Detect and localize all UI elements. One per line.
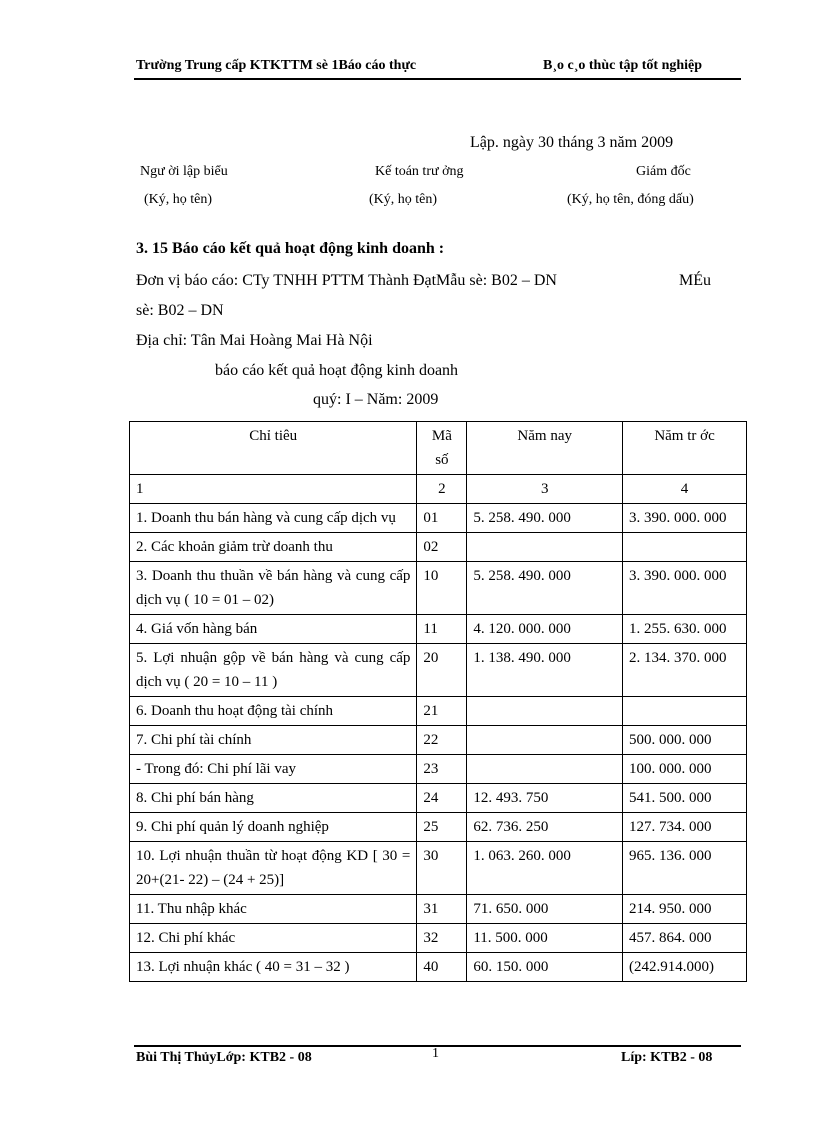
row-current-year: 11. 500. 000 [467, 924, 623, 953]
table-row [130, 562, 747, 615]
row-indicator: 4. Giá vốn hàng bán [130, 615, 417, 644]
unit-line: Đơn vị báo cáo: CTy TNHH PTTM Thành ĐạtMẫu sè: B02 – DN [136, 272, 557, 289]
row-current-year [467, 533, 623, 562]
row-indicator: 7. Chi phí tài chính [130, 726, 417, 755]
table-row [130, 924, 747, 953]
table-row [130, 697, 747, 726]
row-current-year: 71. 650. 000 [467, 895, 623, 924]
row-current-year: 4. 120. 000. 000 [467, 615, 623, 644]
row-indicator: 13. Lợi nhuận khác ( 40 = 31 – 32 ) [130, 953, 417, 982]
row-previous-year: 3. 390. 000. 000 [623, 504, 747, 533]
row-previous-year: 100. 000. 000 [623, 755, 747, 784]
preparer-note: (Ký, họ tên) [144, 192, 213, 207]
table-row [130, 895, 747, 924]
column-number: 3 [467, 475, 623, 504]
row-code: 10 [417, 562, 467, 615]
row-indicator: 2. Các khoản giảm trừ doanh thu [130, 533, 417, 562]
row-current-year: 5. 258. 490. 000 [467, 562, 623, 615]
table-row [130, 644, 747, 697]
row-previous-year: 965. 136. 000 [623, 842, 747, 895]
row-code: 32 [417, 924, 467, 953]
row-current-year: 60. 150. 000 [467, 953, 623, 982]
page-number: 1 [432, 1046, 439, 1061]
row-current-year: 1. 063. 260. 000 [467, 842, 623, 895]
row-indicator: 5. Lợi nhuận gộp về bán hàng và cung cấp dịch vụ ( 20 = 10 – 11 ) [130, 644, 417, 697]
row-indicator: 8. Chi phí bán hàng [130, 784, 417, 813]
row-previous-year: 214. 950. 000 [623, 895, 747, 924]
row-code: 01 [417, 504, 467, 533]
row-previous-year: 500. 000. 000 [623, 726, 747, 755]
header-divider [134, 78, 741, 80]
row-code: 40 [417, 953, 467, 982]
row-indicator: 11. Thu nhập khác [130, 895, 417, 924]
preparer-role: Ngư ời lập biểu [140, 164, 228, 179]
row-code: 25 [417, 813, 467, 842]
header-code [417, 422, 467, 475]
report-title: báo cáo kết quả hoạt động kinh doanh [215, 362, 459, 379]
row-indicator: - Trong đó: Chi phí lãi vay [130, 755, 417, 784]
row-current-year [467, 697, 623, 726]
header-report-title: B¸o c¸o thùc tập tốt nghiệp [543, 58, 703, 73]
column-number: 1 [130, 475, 417, 504]
row-code: 21 [417, 697, 467, 726]
accountant-note: (Ký, họ tên) [369, 192, 438, 207]
accountant-role: Kế toán trư ởng [375, 164, 464, 179]
row-code: 31 [417, 895, 467, 924]
row-indicator: 3. Doanh thu thuần về bán hàng và cung cấp dịch vụ ( 10 = 01 – 02) [130, 562, 417, 615]
footer-class: Líp: KTB2 - 08 [621, 1050, 713, 1065]
table-row [130, 813, 747, 842]
table-row [130, 726, 747, 755]
row-indicator: 12. Chi phí khác [130, 924, 417, 953]
form-number: sè: B02 – DN [136, 302, 224, 319]
column-number: 4 [623, 475, 747, 504]
table-row [130, 953, 747, 982]
row-code: 20 [417, 644, 467, 697]
row-current-year: 5. 258. 490. 000 [467, 504, 623, 533]
row-current-year: 12. 493. 750 [467, 784, 623, 813]
header-school-name: Trường Trung cấp KTKTTM sè 1Báo cáo thực [136, 58, 417, 73]
signature-date: Lập. ngày 30 tháng 3 năm 2009 [470, 134, 674, 151]
row-code: 24 [417, 784, 467, 813]
row-code: 11 [417, 615, 467, 644]
header-indicator: Chỉ tiêu [130, 422, 417, 475]
header-code-line1: Mã [431, 428, 452, 444]
address-line: Địa chỉ: Tân Mai Hoàng Mai Hà Nội [136, 332, 373, 349]
header-code-line2: số [435, 452, 449, 468]
income-statement-table [129, 421, 747, 982]
row-code: 02 [417, 533, 467, 562]
row-previous-year: 1. 255. 630. 000 [623, 615, 747, 644]
row-previous-year [623, 533, 747, 562]
row-code: 30 [417, 842, 467, 895]
table-row [130, 615, 747, 644]
table-row [130, 784, 747, 813]
table-row [130, 533, 747, 562]
director-note: (Ký, họ tên, đóng dấu) [567, 192, 694, 207]
footer-author: Bùi Thị ThủyLớp: KTB2 - 08 [136, 1050, 312, 1065]
row-current-year: 62. 736. 250 [467, 813, 623, 842]
row-current-year [467, 755, 623, 784]
director-role: Giám đốc [636, 164, 691, 179]
report-period: quý: I – Năm: 2009 [313, 391, 439, 408]
row-previous-year: 127. 734. 000 [623, 813, 747, 842]
row-current-year: 1. 138. 490. 000 [467, 644, 623, 697]
row-current-year [467, 726, 623, 755]
table-row [130, 504, 747, 533]
row-code: 22 [417, 726, 467, 755]
row-indicator: 6. Doanh thu hoạt động tài chính [130, 697, 417, 726]
row-code: 23 [417, 755, 467, 784]
form-label: MÉu [679, 272, 711, 289]
header-previous-year: Năm tr ớc [623, 422, 747, 475]
column-number-row [130, 475, 747, 504]
row-indicator: 1. Doanh thu bán hàng và cung cấp dịch vụ [130, 504, 417, 533]
section-title: 3. 15 Báo cáo kết quả hoạt động kinh doanh : [136, 240, 445, 257]
column-number: 2 [417, 475, 467, 504]
row-previous-year: 3. 390. 000. 000 [623, 562, 747, 615]
table-row [130, 842, 747, 895]
row-previous-year: 2. 134. 370. 000 [623, 644, 747, 697]
row-previous-year: 541. 500. 000 [623, 784, 747, 813]
row-previous-year: 457. 864. 000 [623, 924, 747, 953]
row-indicator: 9. Chi phí quản lý doanh nghiệp [130, 813, 417, 842]
table-row [130, 755, 747, 784]
header-current-year: Năm nay [467, 422, 623, 475]
table-header-row [130, 422, 747, 475]
row-indicator: 10. Lợi nhuận thuần từ hoạt động KD [ 30 = 20+(21- 22) – (24 + 25)] [130, 842, 417, 895]
row-previous-year: (242.914.000) [623, 953, 747, 982]
row-previous-year [623, 697, 747, 726]
